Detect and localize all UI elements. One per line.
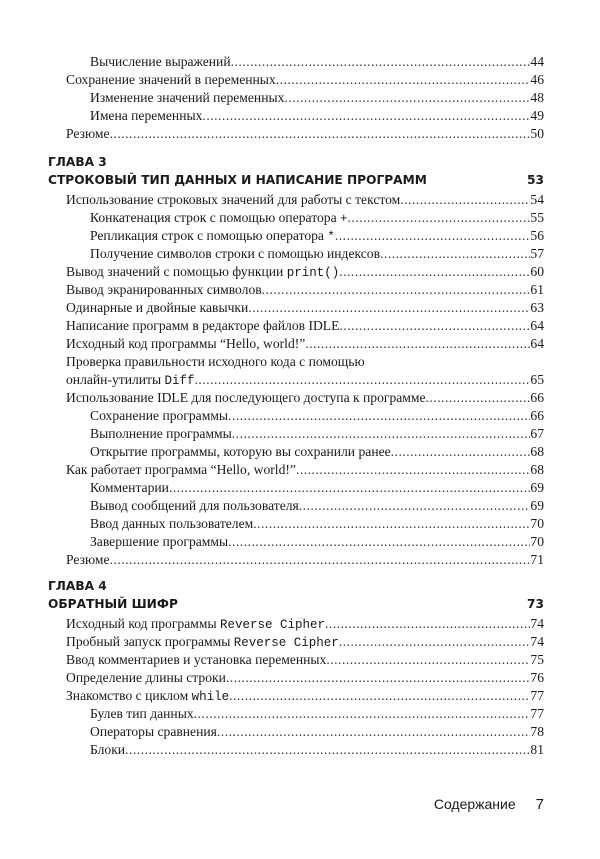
toc-entry[interactable] [66,705,544,723]
entry-title [90,497,299,515]
toc-entry[interactable] [66,263,544,281]
entry-page: 70 [530,534,544,549]
dot-leader [400,191,530,209]
entry-text: Булев тип данных [90,706,194,721]
dot-leader [253,515,530,533]
entry-page: 61 [530,282,544,297]
entry-title [90,723,217,741]
dot-leader [276,71,531,89]
toc-entry[interactable] [66,335,544,353]
entry-title [90,479,169,497]
entry-page: 81 [530,742,544,757]
entry-page: 57 [530,246,544,261]
toc-entry[interactable] [66,551,544,569]
dot-leader [339,263,530,281]
toc-entry[interactable] [66,125,544,143]
toc-top-entries [66,53,544,143]
entry-code: + [340,212,348,226]
entry-title [90,515,253,533]
dot-leader [335,227,531,245]
toc-entry[interactable] [66,71,544,89]
entry-title [66,551,110,569]
dot-leader [232,425,531,443]
entry-text: Сохранение программы [90,408,229,423]
chapter-title: СТРОКОВЫЙ ТИП ДАННЫХ И НАПИСАНИЕ ПРОГРАММ [48,173,427,187]
entry-title [90,407,228,425]
toc-entry-line: Проверка правильности исходного кода с помощью [66,354,365,369]
chapter-page: 73 [527,597,544,611]
entry-page: 76 [530,670,544,685]
entry-page: 46 [530,72,544,87]
entry-text: Комментарии [90,480,169,495]
dot-leader [228,533,530,551]
entry-title [66,335,305,353]
entry-page: 71 [530,552,544,567]
entry-text: Одинарные и двойные кавычки [66,300,249,315]
entry-text: Имена переменных [90,108,203,123]
toc-entry[interactable] [66,741,544,759]
entry-page: 56 [530,228,544,243]
entry-page: 78 [530,724,544,739]
entry-text: Резюме [66,126,110,141]
dot-leader [169,479,530,497]
entry-text: Вывод экранированных символов [66,282,262,297]
dot-leader [110,551,531,569]
chapter-3-heading [48,153,544,189]
toc-entry[interactable] [66,53,544,71]
entry-title [90,209,348,228]
entry-text: Изменение значений переменных [90,90,285,105]
entry-title [90,245,380,263]
entry-text: Сохранение значений в переменных [66,72,276,87]
dot-leader [202,107,530,125]
entry-text: Выполнение программы [90,426,232,441]
toc-entry[interactable] [66,371,544,389]
dot-leader [380,245,530,263]
entry-title [66,125,110,143]
entry-text: Операторы сравнения [90,724,217,739]
dot-leader [195,371,531,389]
entry-title [90,705,194,723]
page-number: 7 [535,796,544,813]
entry-text: Резюме [66,552,110,567]
entry-code: * [327,230,335,244]
dot-leader [326,651,530,669]
dot-leader [339,633,531,651]
entry-page: 74 [530,634,544,649]
toc-entry[interactable] [66,245,544,263]
dot-leader [262,281,531,299]
entry-text: Исходный код программы [66,616,220,631]
entry-code: Reverse Cipher [233,636,339,650]
toc-entry[interactable] [66,425,544,443]
chapter-page: 53 [527,173,544,187]
entry-title [90,443,391,461]
entry-text: Знакомство с циклом [66,688,192,703]
toc-entry[interactable] [66,89,544,107]
entry-title [90,107,202,125]
toc-entry[interactable] [66,479,544,497]
entry-page: 64 [530,336,544,351]
entry-title [66,687,229,706]
entry-text: Ввод комментариев и установка переменных [66,652,327,667]
entry-text: Получение символов строки с помощью индексов [90,246,381,261]
entry-title [66,299,248,317]
dot-leader [284,89,530,107]
entry-title [90,425,232,443]
dot-leader [299,497,531,515]
footer-section: Содержание [433,796,516,812]
toc-entry[interactable] [66,317,544,335]
toc-entry[interactable] [66,633,544,651]
entry-title [66,389,426,407]
toc-entry[interactable] [66,651,544,669]
entry-code: while [191,690,230,704]
entry-text: Пробный запуск программы [66,634,234,649]
entry-title [90,53,231,71]
toc-entry[interactable] [66,209,544,227]
toc-entry[interactable] [66,687,544,705]
entry-code: Reverse Cipher [220,618,326,632]
entry-text: Репликация строк с помощью оператора [90,228,328,243]
entry-page: 68 [530,462,544,477]
entry-text: Завершение программы [90,534,229,549]
entry-page: 77 [530,688,544,703]
entry-page: 49 [530,108,544,123]
entry-page: 64 [530,318,544,333]
toc-entry[interactable] [66,723,544,741]
chapter-label: ГЛАВА 3 [48,155,107,169]
entry-page: 65 [530,372,544,387]
dot-leader [348,209,531,227]
dot-leader [339,317,530,335]
chapter-4-heading [48,577,544,613]
entry-text: Как работает программа “Hello, world!” [66,462,296,477]
dot-leader [231,53,531,71]
toc-entry[interactable] [66,515,544,533]
entry-page: 77 [530,706,544,721]
entry-page: 70 [530,516,544,531]
dot-leader [110,125,531,143]
page-footer [434,796,544,813]
entry-page: 75 [530,652,544,667]
chapter-3-entries [66,191,544,569]
dot-leader [125,741,530,759]
entry-title [90,89,284,107]
toc-entry[interactable] [66,281,544,299]
entry-title [66,651,326,669]
entry-text: Использование IDLE для последующего доступа к программе [66,390,426,405]
entry-title [90,533,228,551]
entry-text: Ввод данных пользователем [90,516,254,531]
toc-entry[interactable] [66,533,544,551]
entry-title [66,191,400,209]
entry-text: Определение длины строки [66,670,226,685]
entry-page: 68 [530,444,544,459]
dot-leader [248,299,530,317]
entry-page: 60 [530,264,544,279]
dot-leader [305,335,530,353]
entry-page: 67 [530,426,544,441]
entry-page: 69 [530,480,544,495]
entry-title [66,263,339,282]
dot-leader [229,687,530,705]
toc-entry[interactable] [66,107,544,125]
chapter-title: ОБРАТНЫЙ ШИФР [48,597,178,611]
entry-page: 66 [530,408,544,423]
dot-leader [325,615,530,633]
entry-title [66,71,276,89]
entry-title [66,669,226,687]
entry-text: онлайн-утилиты [66,372,165,387]
dot-leader [391,443,531,461]
entry-title [66,281,262,299]
dot-leader [426,389,531,407]
toc-entry[interactable] [66,615,544,633]
entry-title [66,633,339,652]
toc-entry[interactable] [66,669,544,687]
entry-page: 55 [530,210,544,225]
entry-page: 44 [530,54,544,69]
entry-title [90,227,335,246]
entry-text: Исходный код программы “Hello, world!” [66,336,306,351]
entry-text: Вычисление выражений [90,54,231,69]
dot-leader [194,705,531,723]
toc-entry[interactable] [66,461,544,479]
entry-title [66,317,339,335]
entry-title [66,461,296,479]
entry-text: Конкатенация строк с помощью оператора [90,210,340,225]
entry-page: 69 [530,498,544,513]
dot-leader [296,461,530,479]
entry-page: 74 [530,616,544,631]
toc-entry[interactable] [66,191,544,209]
toc-entry[interactable] [66,443,544,461]
dot-leader [226,669,531,687]
toc-entry[interactable] [66,299,544,317]
entry-title [90,741,125,759]
entry-code: print() [286,266,340,280]
entry-text: Открытие программы, которую вы сохранили ранее [90,444,391,459]
dot-leader [217,723,531,741]
entry-page: 54 [530,192,544,207]
toc-entry[interactable] [66,389,544,407]
entry-text: Использование строковых значений для работы с текстом [66,192,401,207]
entry-text: Вывод значений с помощью функции [66,264,287,279]
entry-page: 50 [530,126,544,141]
entry-title [66,615,325,634]
entry-text: Вывод сообщений для пользователя [90,498,299,513]
entry-page: 48 [530,90,544,105]
entry-page: 63 [530,300,544,315]
dot-leader [228,407,530,425]
chapter-4-entries [66,615,544,759]
entry-text: Блоки [90,742,126,757]
toc-entry[interactable] [66,497,544,515]
toc-entry[interactable] [66,407,544,425]
chapter-label: ГЛАВА 4 [48,579,107,593]
entry-text: Написание программ в редакторе файлов IDLE [66,318,340,333]
entry-page: 66 [530,390,544,405]
entry-code: Diff [164,374,195,388]
entry-title [66,371,195,390]
toc-entry[interactable] [66,227,544,245]
